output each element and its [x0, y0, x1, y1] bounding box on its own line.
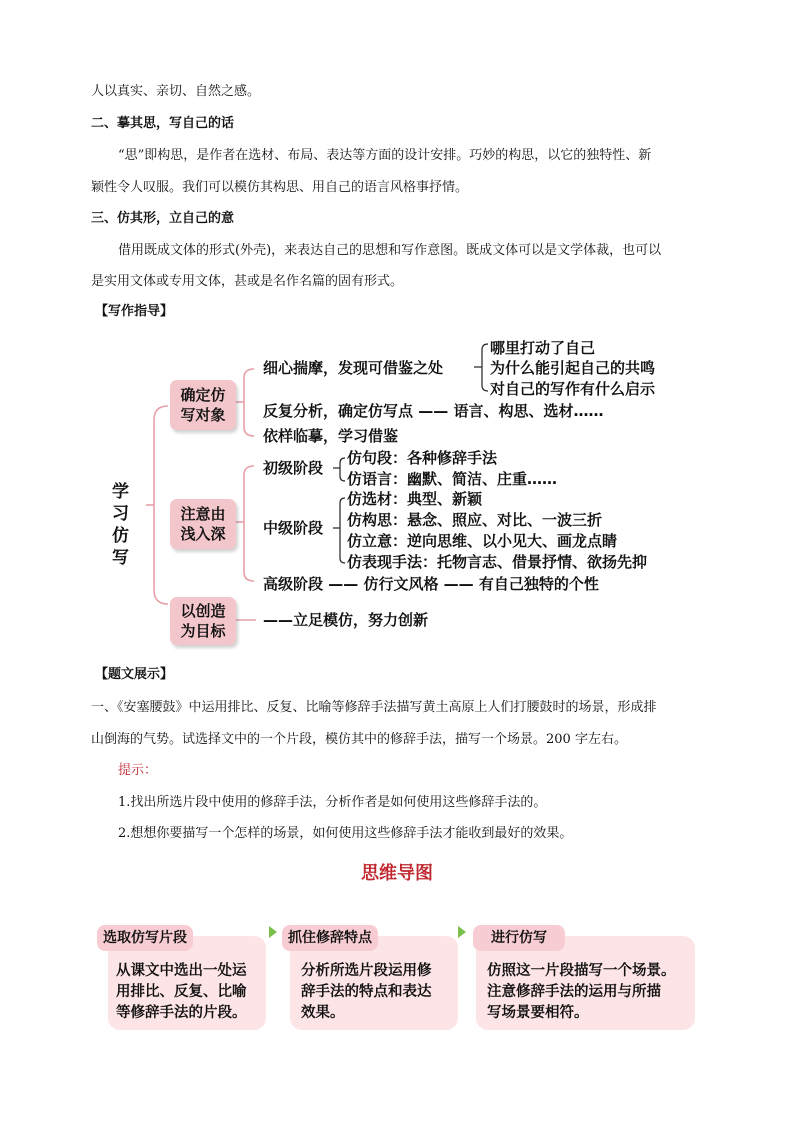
step-text-2-line-3: 效果。 [301, 1005, 345, 1021]
exercise-line-2: 山倒海的气势。试选择文中的一个片段，模仿其中的修辞手法，描写一个场景。200 字左右。 [91, 732, 627, 747]
section-heading-2: 二、摹其思，写自己的话 [91, 116, 235, 131]
intro-continuation: 人以真实、亲切、自然之感。 [91, 84, 261, 99]
hint-label: 提示： [118, 763, 158, 778]
arrow-icon [458, 926, 466, 938]
branch-node-line: 确定仿 [180, 386, 226, 404]
paragraph-2-line-2: 颖性令人叹服。我们可以模仿其构思、用自己的语言风格事抒情。 [91, 180, 469, 195]
hint-1: 1.找出所选片段中使用的修辞手法，分析作者是如何使用这些修辞手法的。 [118, 795, 547, 810]
exercise-heading: 【题文展示】 [95, 667, 174, 682]
branch-node-line: 浅入深 [180, 525, 226, 543]
writing-guide-heading: 【写作指导】 [95, 304, 174, 319]
mindmap-root: 学习仿写 [112, 482, 129, 568]
stage-2-label: 中级阶段 [263, 519, 324, 537]
step-text-2-line-2: 辞手法的特点和表达 [301, 984, 432, 1000]
step-text-2-line-1: 分析所选片段运用修 [301, 963, 432, 979]
branch1-sub-2: 为什么能引起自己的共鸣 [490, 359, 656, 377]
step-text-3-line-2: 注意修辞手法的运用与所描 [487, 984, 661, 1000]
paragraph-2-line-1: “思”即构思，是作者在选材、布局、表达等方面的设计安排。巧妙的构思，以它的独特性、新 [118, 148, 652, 163]
step-text-1-line-3: 等修辞手法的片段。 [116, 1005, 247, 1021]
stage-2-item: 仿表现手法：托物言志、借景抒情、欲扬先抑 [347, 553, 648, 571]
branch1-sub-3: 对自己的写作有什么启示 [490, 380, 656, 398]
section-heading-3: 三、仿其形，立自己的意 [91, 211, 235, 226]
arrow-icon [269, 926, 277, 938]
hint-2: 2.想想你要描写一个怎样的场景，如何使用这些修辞手法才能收到最好的效果。 [118, 826, 573, 841]
stage-2-item: 仿立意：逆向思维、以小见大、画龙点睛 [347, 532, 618, 550]
branch1-sub-1: 哪里打动了自己 [490, 339, 596, 357]
branch-node-progressive [170, 499, 236, 549]
branch-node-line: 注意由 [180, 505, 226, 523]
thinking-map-title: 思维导图 [361, 863, 433, 884]
exercise-line-1: 一、《安塞腰鼓》中运用排比、反复、比喻等修辞手法描写黄土高原上人们打腰鼓时的场景，形成排 [91, 700, 657, 715]
step-tag-3: 进行仿写 [473, 925, 565, 951]
branch1-item-3: 依样临摹，学习借鉴 [263, 427, 399, 445]
branch-node-line: 写对象 [180, 406, 226, 424]
stage-3-label: 高级阶段 —— 仿行文风格 —— 有自己独特的个性 [263, 575, 599, 593]
branch-node-line: 为目标 [180, 622, 226, 640]
step-tag-2: 抓住修辞特点 [282, 925, 378, 951]
stage-1-item: 仿句段：各种修辞手法 [347, 449, 498, 467]
step-text-3-line-3: 写场景要相符。 [487, 1005, 589, 1021]
step-text-1-line-2: 用排比、反复、比喻 [116, 984, 247, 1000]
stage-2-item: 仿构思：悬念、照应、对比、一波三折 [347, 511, 603, 529]
stage-1-item: 仿语言：幽默、简洁、庄重…… [347, 470, 558, 488]
step-tag-1: 选取仿写片段 [97, 925, 193, 951]
branch-node-determine-target [170, 380, 236, 430]
stage-1-label: 初级阶段 [263, 459, 324, 477]
branch1-item-1: 细心揣摩，发现可借鉴之处 [263, 359, 444, 377]
branch3-item: ——立足模仿，努力创新 [263, 611, 429, 629]
step-text-3-line-1: 仿照这一片段描写一个场景。 [487, 963, 676, 979]
branch-node-line: 以创造 [180, 602, 226, 620]
paragraph-3-line-2: 是实用文体或专用文体，甚或是名作名篇的固有形式。 [91, 274, 404, 289]
step-text-1-line-1: 从课文中选出一处运 [116, 963, 247, 979]
stage-2-item: 仿选材：典型、新颖 [347, 490, 483, 508]
branch1-item-2: 反复分析，确定仿写点 —— 语言、构思、选材…… [263, 402, 604, 420]
branch-node-creation-goal [170, 597, 236, 645]
paragraph-3-line-1: 借用既成文体的形式(外壳)，来表达自己的思想和写作意图。既成文体可以是文学体裁，也可以 [118, 243, 662, 258]
